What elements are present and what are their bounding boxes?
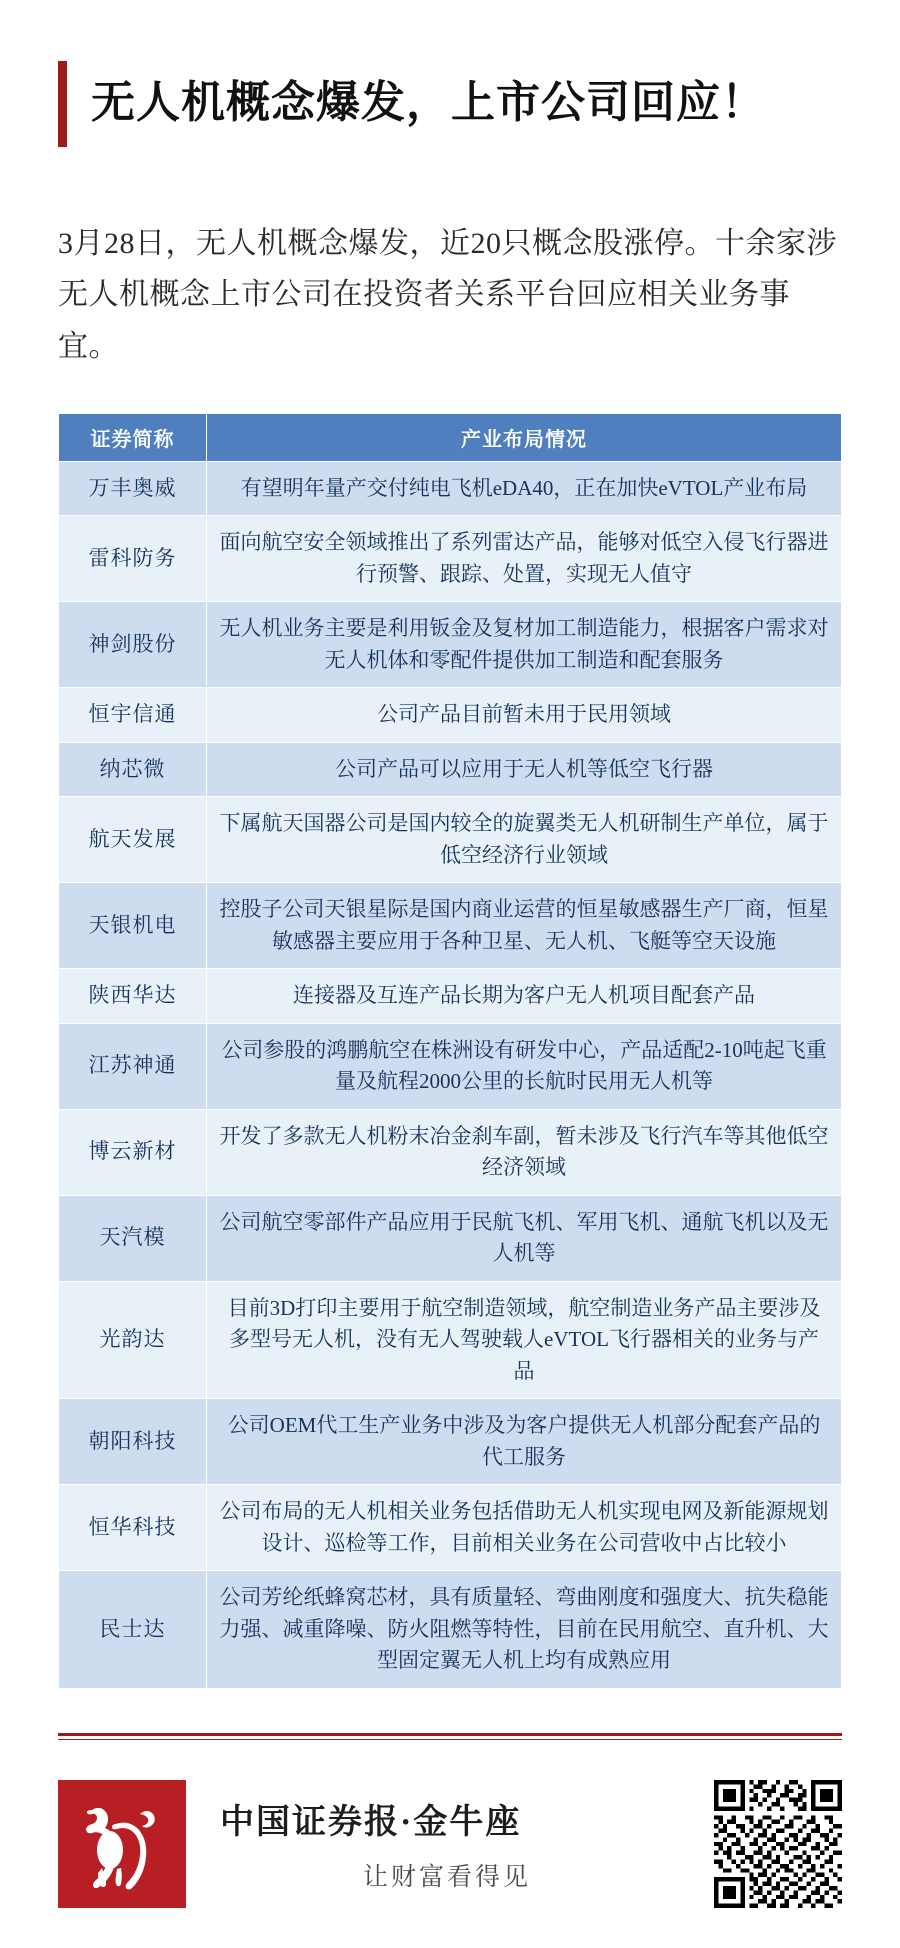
cell-company-desc: 公司OEM代工生产业务中涉及为客户提供无人机部分配套产品的代工服务 [207,1399,842,1485]
cell-company-name: 航天发展 [59,797,207,883]
cell-company-desc: 公司产品目前暂未用于民用领域 [207,688,842,743]
table-row [59,1109,842,1195]
brand-slogan: 让财富看得见 [362,1864,531,1892]
table-row [59,883,842,969]
cell-company-desc: 目前3D打印主要用于航空制造领域，航空制造业务产品主要涉及多型号无人机，没有无人驾驶载人eVTOL飞行器相关的业务与产品 [207,1281,842,1399]
cell-company-desc: 公司芳纶纸蜂窝芯材，具有质量轻、弯曲刚度和强度大、抗失稳能力强、减重降噪、防火阻燃等特性，目前在民用航空、直升机、大型固定翼无人机上均有成熟应用 [207,1571,842,1689]
footer [58,1780,842,1948]
cell-company-desc: 公司布局的无人机相关业务包括借助无人机实现电网及新能源规划设计、巡检等工作，目前相关业务在公司营收中占比较小 [207,1485,842,1571]
cell-company-name: 雷科防务 [59,516,207,602]
cell-company-desc: 面向航空安全领域推出了系列雷达产品，能够对低空入侵飞行器进行预警、跟踪、处置，实现无人值守 [207,516,842,602]
table-row [59,797,842,883]
table-row [59,1281,842,1399]
bull-logo-icon [58,1780,186,1908]
cell-company-name: 光韵达 [59,1281,207,1399]
lead-paragraph: 3月28日，无人机概念爆发，近20只概念股涨停。十余家涉无人机概念上市公司在投资者关系平台回应相关业务事宜。 [58,226,837,363]
header [58,0,842,170]
cell-company-name: 天汽模 [59,1195,207,1281]
table-row [59,1023,842,1109]
footer-divider-thin [58,1739,842,1740]
table-row [59,1195,842,1281]
table-row [59,1399,842,1485]
brand-block [220,1794,714,1893]
qr-code-icon[interactable] [714,1780,842,1908]
cell-company-desc: 下属航天国器公司是国内较全的旋翼类无人机研制生产单位，属于低空经济行业领域 [207,797,842,883]
table-row [59,1485,842,1571]
cell-company-desc: 连接器及互连产品长期为客户无人机项目配套产品 [207,969,842,1024]
table-row [59,1571,842,1689]
cell-company-desc: 有望明年量产交付纯电飞机eDA40，正在加快eVTOL产业布局 [207,461,842,516]
cell-company-name: 天银机电 [59,883,207,969]
cell-company-desc: 公司航空零部件产品应用于民航飞机、军用飞机、通航飞机以及无人机等 [207,1195,842,1281]
table-row [59,688,842,743]
cell-company-name: 博云新材 [59,1109,207,1195]
table-header-row [59,413,842,461]
cell-company-desc: 公司产品可以应用于无人机等低空飞行器 [207,742,842,797]
table-row [59,969,842,1024]
cell-company-name: 纳芯微 [59,742,207,797]
cell-company-name: 神剑股份 [59,602,207,688]
table-row [59,742,842,797]
cell-company-name: 恒华科技 [59,1485,207,1571]
cell-company-desc: 无人机业务主要是利用钣金及复材加工制造能力，根据客户需求对无人机体和零配件提供加工制造和配套服务 [207,602,842,688]
header-accent-bar [58,61,67,147]
cell-company-name: 江苏神通 [59,1023,207,1109]
cell-company-name: 恒宇信通 [59,688,207,743]
cell-company-name: 民士达 [59,1571,207,1689]
cell-company-desc: 开发了多款无人机粉末冶金刹车副，暂未涉及飞行汽车等其他低空经济领域 [207,1109,842,1195]
column-header-name: 证券简称 [59,413,207,461]
table-row [59,516,842,602]
page-title: 无人机概念爆发，上市公司回应！ [91,78,766,128]
cell-company-name: 朝阳科技 [59,1399,207,1485]
cell-company-name: 陕西华达 [59,969,207,1024]
table-row [59,461,842,516]
table-row [59,602,842,688]
cell-company-name: 万丰奥威 [59,461,207,516]
footer-divider [58,1733,842,1740]
cell-company-desc: 控股子公司天银星际是国内商业运营的恒星敏感器生产厂商，恒星敏感器主要应用于各种卫星、无人机、飞艇等空天设施 [207,883,842,969]
column-header-desc: 产业布局情况 [207,413,842,461]
brand-name: 中国证券报·金牛座 [220,1804,522,1842]
company-table [58,413,842,1689]
cell-company-desc: 公司参股的鸿鹏航空在株洲设有研发中心，产品适配2-10吨起飞重量及航程2000公里的长航时民用无人机等 [207,1023,842,1109]
